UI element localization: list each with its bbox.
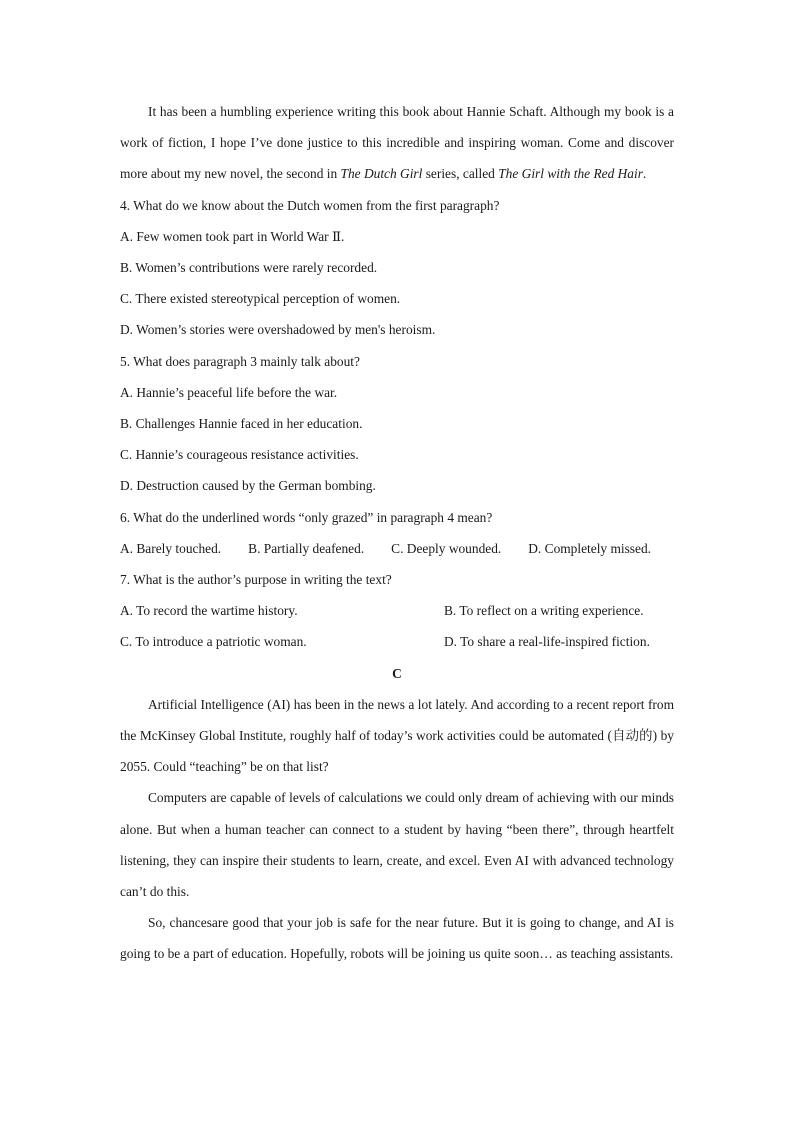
question-6-stem: 6. What do the underlined words “only grazed” in paragraph 4 mean? xyxy=(120,509,493,525)
question-7-option-a: A. To record the wartime history. xyxy=(120,603,298,619)
question-5-stem: 5. What does paragraph 3 mainly talk about? xyxy=(120,353,360,369)
section-c-heading: C xyxy=(392,665,402,681)
question-7-option-c: C. To introduce a patriotic woman. xyxy=(120,634,307,650)
paragraph-text: It has been a humbling experience writing this book about Hannie Schaft. Although my book is a work of fiction, I hope I’ve done justice to this incredible and inspiring woman. Come and discover more about my new novel, the second in xyxy=(120,104,674,182)
question-5-option-a: A. Hannie’s peaceful life before the war. xyxy=(120,384,338,400)
question-4-option-d: D. Women’s stories were overshadowed by men's heroism. xyxy=(120,322,436,338)
section-c-paragraph-2: Computers are capable of levels of calculations we could only dream of achieving with our minds alone. But when a human teacher can connect to a student by having “been there”, through heartfelt listening, they can inspire their students to learn, create, and excel. Even AI with advanced technology can’t do this. xyxy=(120,790,674,900)
question-4-option-b: B. Women’s contributions were rarely recorded. xyxy=(120,260,378,276)
question-5-option-d: D. Destruction caused by the German bombing. xyxy=(120,478,376,494)
question-6-option-c: C. Deeply wounded. xyxy=(391,540,502,556)
question-7-stem: 7. What is the author’s purpose in writing the text? xyxy=(120,572,392,588)
question-6-option-b: B. Partially deafened. xyxy=(248,540,365,556)
question-7-option-d: D. To share a real-life-inspired fiction. xyxy=(444,634,650,650)
question-5-option-b: B. Challenges Hannie faced in her education. xyxy=(120,416,363,432)
question-6-option-d: D. Completely missed. xyxy=(528,540,652,556)
section-c-paragraph-1: Artificial Intelligence (AI) has been in the news a lot lately. And according to a recent report from the McKinsey Global Institute, roughly half of today’s work activities could be automated (自动的) by 2055. Could “teaching” be on that list? xyxy=(120,696,674,775)
question-4-option-c: C. There existed stereotypical perception of women. xyxy=(120,291,401,307)
question-4-option-a: A. Few women took part in World War Ⅱ. xyxy=(120,228,345,244)
document-body xyxy=(120,96,674,970)
section-c-paragraph-3: So, chancesare good that your job is safe for the near future. But it is going to change, and AI is going to be a part of education. Hopefully, robots will be joining us quite soon… as teaching assistants. xyxy=(120,915,674,962)
book-title: The Girl with the Red Hair xyxy=(498,166,643,182)
question-4-stem: 4. What do we know about the Dutch women from the first paragraph? xyxy=(120,197,500,213)
paragraph-text: series, called xyxy=(422,166,499,182)
paragraph-text: . xyxy=(642,166,647,182)
book-series-title: The Dutch Girl xyxy=(340,166,423,182)
question-7-option-b: B. To reflect on a writing experience. xyxy=(444,603,644,619)
question-7-options-row-2 xyxy=(120,626,674,657)
question-5-option-c: C. Hannie’s courageous resistance activities. xyxy=(120,447,359,463)
question-6-option-a: A. Barely touched. xyxy=(120,540,222,556)
passage-b-final-paragraph xyxy=(120,96,674,190)
question-6-options xyxy=(120,533,674,564)
question-7-options-row-1 xyxy=(120,595,674,626)
